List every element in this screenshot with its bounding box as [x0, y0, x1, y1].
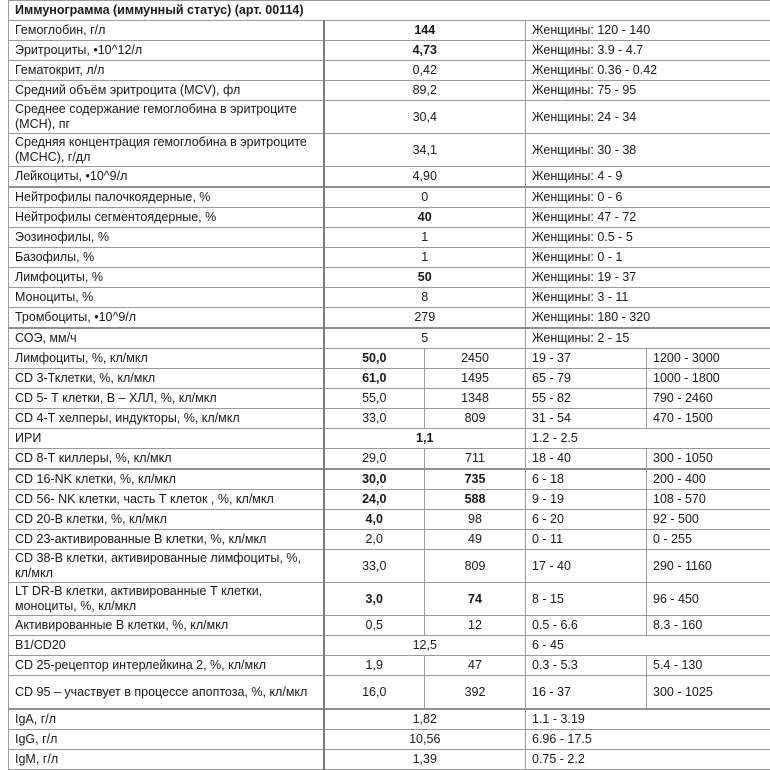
reference-range: Женщины: 3.9 - 4.7 — [526, 41, 770, 61]
reference-range-absolute: 200 - 400 — [647, 469, 770, 490]
immunogram-table — [8, 0, 770, 770]
test-value: 1 — [324, 248, 526, 268]
test-name: ИРИ — [9, 429, 324, 449]
test-name: CD 4-Т хелперы, индукторы, %, кл/мкл — [9, 409, 324, 429]
reference-range: Женщины: 0.36 - 0.42 — [526, 61, 770, 81]
test-name: Лейкоциты, •10^9/л — [9, 167, 324, 188]
absolute-value: 735 — [425, 469, 526, 490]
reference-range: 1.2 - 2.5 — [526, 429, 770, 449]
test-name: Активированные В клетки, %, кл/мкл — [9, 616, 324, 636]
test-name: Гематокрит, л/л — [9, 61, 324, 81]
reference-range-absolute: 92 - 500 — [647, 510, 770, 530]
blood-row — [9, 268, 770, 288]
immune-row — [9, 449, 770, 470]
test-value: 0 — [324, 187, 526, 208]
test-name: Лимфоциты, % — [9, 268, 324, 288]
test-value: 279 — [324, 308, 526, 329]
reference-range-absolute: 108 - 570 — [647, 490, 770, 510]
test-value: 5 — [324, 328, 526, 349]
test-value: 50 — [324, 268, 526, 288]
test-name: CD 38-В клетки, активированные лимфоциты, %, кл/мкл — [9, 550, 324, 583]
test-name: CD 23-активированные В клетки, %, кл/мкл — [9, 530, 324, 550]
reference-range-percent: 0.5 - 6.6 — [526, 616, 647, 636]
reference-range: 6 - 45 — [526, 636, 770, 656]
test-name: Тромбоциты, •10^9/л — [9, 308, 324, 329]
percent-value: 50,0 — [324, 349, 425, 369]
test-name: CD 5- Т клетки, В – ХЛЛ, %, кл/мкл — [9, 389, 324, 409]
absolute-value: 1495 — [425, 369, 526, 389]
percent-value: 30,0 — [324, 469, 425, 490]
test-value: 30,4 — [324, 101, 526, 134]
absolute-value: 588 — [425, 490, 526, 510]
absolute-value: 47 — [425, 656, 526, 676]
absolute-value: 12 — [425, 616, 526, 636]
immune-row — [9, 469, 770, 490]
reference-range: Женщины: 180 - 320 — [526, 308, 770, 329]
test-name: Базофилы, % — [9, 248, 324, 268]
test-value: 1,82 — [324, 709, 526, 730]
reference-range: Женщины: 2 - 15 — [526, 328, 770, 349]
reference-range: Женщины: 4 - 9 — [526, 167, 770, 188]
percent-value: 24,0 — [324, 490, 425, 510]
percent-value: 55,0 — [324, 389, 425, 409]
reference-range: Женщины: 19 - 37 — [526, 268, 770, 288]
test-value: 89,2 — [324, 81, 526, 101]
reference-range-percent: 0 - 11 — [526, 530, 647, 550]
reference-range: Женщины: 0 - 6 — [526, 187, 770, 208]
immune-row — [9, 389, 770, 409]
immune-row — [9, 530, 770, 550]
test-name: LT DR-В клетки, активированные Т клетки, моноциты, %, кл/мкл — [9, 583, 324, 616]
reference-range: Женщины: 3 - 11 — [526, 288, 770, 308]
reference-range-percent: 6 - 20 — [526, 510, 647, 530]
percent-value: 33,0 — [324, 550, 425, 583]
reference-range-absolute: 290 - 1160 — [647, 550, 770, 583]
blood-row — [9, 308, 770, 329]
reference-range-percent: 9 - 19 — [526, 490, 647, 510]
test-name: Лимфоциты, %, кл/мкл — [9, 349, 324, 369]
immune-row — [9, 369, 770, 389]
test-name: IgM, г/л — [9, 750, 324, 770]
immune-row — [9, 656, 770, 676]
test-name: B1/CD20 — [9, 636, 324, 656]
test-name: СОЭ, мм/ч — [9, 328, 324, 349]
test-name: CD 3-Тклетки, %, кл/мкл — [9, 369, 324, 389]
percent-value: 2,0 — [324, 530, 425, 550]
test-name: CD 56- NK клетки, часть Т клеток , %, кл/мкл — [9, 490, 324, 510]
reference-range: 6.96 - 17.5 — [526, 730, 770, 750]
reference-range: Женщины: 0.5 - 5 — [526, 228, 770, 248]
test-value: 12,5 — [324, 636, 526, 656]
test-name: Нейтрофилы палочкоядерные, % — [9, 187, 324, 208]
absolute-value: 1348 — [425, 389, 526, 409]
immune-row — [9, 429, 770, 449]
percent-value: 4,0 — [324, 510, 425, 530]
absolute-value: 98 — [425, 510, 526, 530]
immune-row — [9, 709, 770, 730]
blood-row — [9, 61, 770, 81]
absolute-value: 2450 — [425, 349, 526, 369]
test-name: CD 25-рецептор интерлейкина 2, %, кл/мкл — [9, 656, 324, 676]
test-value: 4,73 — [324, 41, 526, 61]
reference-range-percent: 6 - 18 — [526, 469, 647, 490]
immune-row — [9, 730, 770, 750]
test-name: Гемоглобин, г/л — [9, 21, 324, 41]
test-name: Моноциты, % — [9, 288, 324, 308]
percent-value: 29,0 — [324, 449, 425, 470]
reference-range: Женщины: 47 - 72 — [526, 208, 770, 228]
blood-row — [9, 187, 770, 208]
immune-row — [9, 550, 770, 583]
blood-row — [9, 41, 770, 61]
immune-row — [9, 510, 770, 530]
test-name: CD 95 – участвует в процессе апоптоза, %, кл/мкл — [9, 676, 324, 710]
reference-range-absolute: 300 - 1050 — [647, 449, 770, 470]
test-value: 10,56 — [324, 730, 526, 750]
percent-value: 61,0 — [324, 369, 425, 389]
test-name: IgA, г/л — [9, 709, 324, 730]
reference-range-absolute: 1200 - 3000 — [647, 349, 770, 369]
blood-row — [9, 81, 770, 101]
blood-row — [9, 101, 770, 134]
absolute-value: 809 — [425, 550, 526, 583]
test-name: Эритроциты, •10^12/л — [9, 41, 324, 61]
reference-range-absolute: 470 - 1500 — [647, 409, 770, 429]
test-name: Эозинофилы, % — [9, 228, 324, 248]
test-value: 40 — [324, 208, 526, 228]
reference-range: Женщины: 24 - 34 — [526, 101, 770, 134]
reference-range: 0.75 - 2.2 — [526, 750, 770, 770]
blood-row — [9, 134, 770, 167]
reference-range-percent: 16 - 37 — [526, 676, 647, 710]
percent-value: 0,5 — [324, 616, 425, 636]
test-value: 34,1 — [324, 134, 526, 167]
blood-row — [9, 328, 770, 349]
title-row — [9, 1, 770, 21]
absolute-value: 392 — [425, 676, 526, 710]
immune-row — [9, 583, 770, 616]
test-name: Среднее содержание гемоглобина в эритроците (MCH), пг — [9, 101, 324, 134]
reference-range-absolute: 300 - 1025 — [647, 676, 770, 710]
test-value: 1,1 — [324, 429, 526, 449]
immune-row — [9, 409, 770, 429]
immune-row — [9, 490, 770, 510]
absolute-value: 49 — [425, 530, 526, 550]
blood-row — [9, 21, 770, 41]
reference-range-percent: 18 - 40 — [526, 449, 647, 470]
reference-range-absolute: 8.3 - 160 — [647, 616, 770, 636]
test-name: CD 16-NK клетки, %, кл/мкл — [9, 469, 324, 490]
percent-value: 1,9 — [324, 656, 425, 676]
reference-range-percent: 65 - 79 — [526, 369, 647, 389]
test-name: Нейтрофилы сегментоядерные, % — [9, 208, 324, 228]
reference-range-absolute: 5.4 - 130 — [647, 656, 770, 676]
reference-range-absolute: 0 - 255 — [647, 530, 770, 550]
reference-range-absolute: 96 - 450 — [647, 583, 770, 616]
test-value: 8 — [324, 288, 526, 308]
reference-range: 1.1 - 3.19 — [526, 709, 770, 730]
immune-row — [9, 636, 770, 656]
immune-row — [9, 616, 770, 636]
test-value: 1 — [324, 228, 526, 248]
test-value: 144 — [324, 21, 526, 41]
percent-value: 3,0 — [324, 583, 425, 616]
test-value: 1,39 — [324, 750, 526, 770]
reference-range: Женщины: 0 - 1 — [526, 248, 770, 268]
test-value: 4,90 — [324, 167, 526, 188]
percent-value: 33,0 — [324, 409, 425, 429]
test-value: 0,42 — [324, 61, 526, 81]
immune-row — [9, 750, 770, 770]
reference-range: Женщины: 30 - 38 — [526, 134, 770, 167]
immune-row — [9, 349, 770, 369]
report-title: Иммунограмма (иммунный статус) (арт. 00114) — [9, 1, 770, 21]
reference-range-absolute: 1000 - 1800 — [647, 369, 770, 389]
test-name: Средняя концентрация гемоглобина в эритроците (MCHC), г/дл — [9, 134, 324, 167]
test-name: IgG, г/л — [9, 730, 324, 750]
absolute-value: 74 — [425, 583, 526, 616]
immune-row — [9, 676, 770, 710]
absolute-value: 809 — [425, 409, 526, 429]
blood-row — [9, 208, 770, 228]
blood-row — [9, 228, 770, 248]
reference-range-percent: 17 - 40 — [526, 550, 647, 583]
reference-range-percent: 8 - 15 — [526, 583, 647, 616]
reference-range-percent: 19 - 37 — [526, 349, 647, 369]
reference-range-percent: 31 - 54 — [526, 409, 647, 429]
reference-range-percent: 0.3 - 5.3 — [526, 656, 647, 676]
percent-value: 16,0 — [324, 676, 425, 710]
blood-row — [9, 288, 770, 308]
absolute-value: 711 — [425, 449, 526, 470]
reference-range: Женщины: 75 - 95 — [526, 81, 770, 101]
test-name: CD 20-В клетки, %, кл/мкл — [9, 510, 324, 530]
reference-range-absolute: 790 - 2460 — [647, 389, 770, 409]
test-name: CD 8-Т киллеры, %, кл/мкл — [9, 449, 324, 470]
reference-range-percent: 55 - 82 — [526, 389, 647, 409]
reference-range: Женщины: 120 - 140 — [526, 21, 770, 41]
test-name: Средний объём эритроцита (MCV), фл — [9, 81, 324, 101]
blood-row — [9, 248, 770, 268]
blood-row — [9, 167, 770, 188]
